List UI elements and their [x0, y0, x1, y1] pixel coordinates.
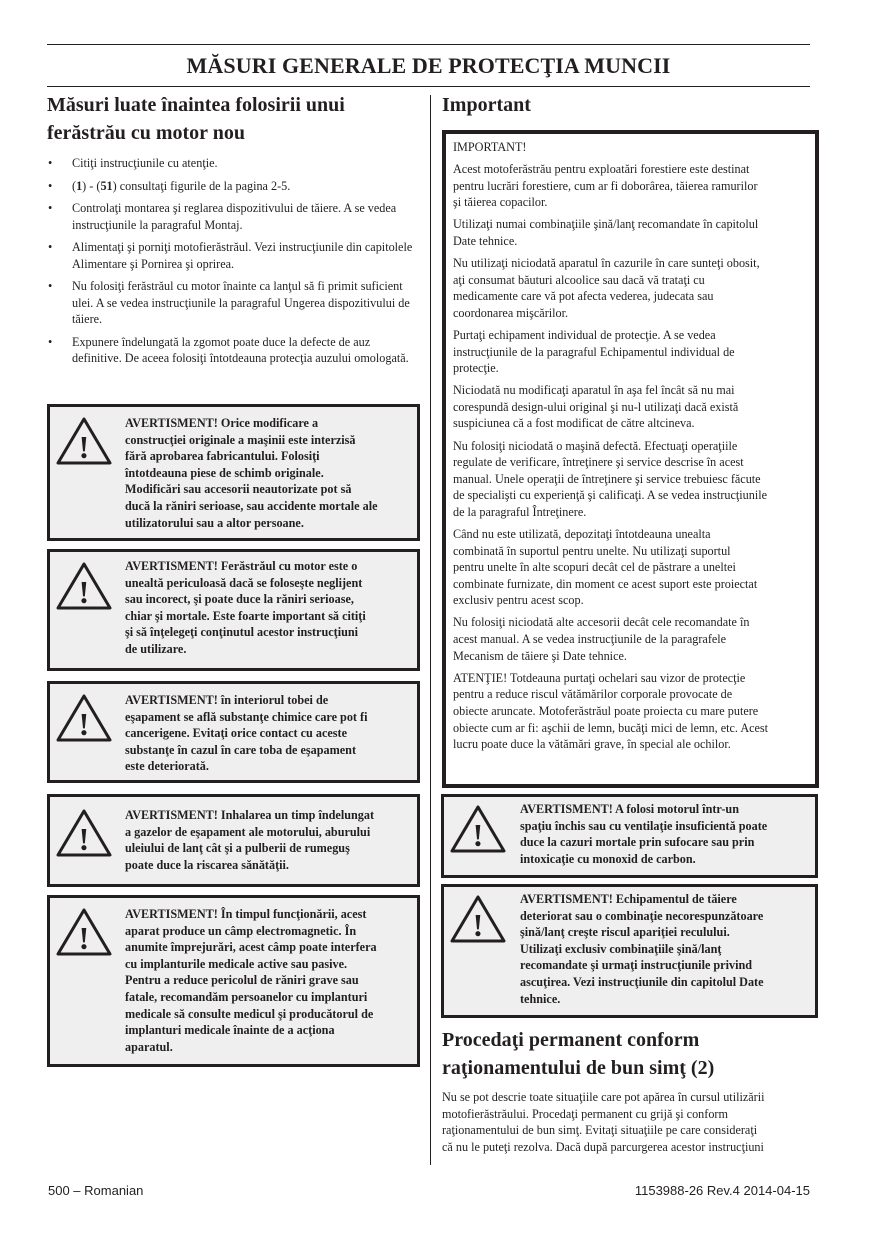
warning-triangle-icon — [54, 560, 114, 612]
warning-text: AVERTISMENT! Inhalarea un timp îndelungat a gazelor de eşapament ale motorului, aburului uleiului de lanţ cât şi a pulberii de rumeguş poate duce la riscarea sănătăţii. — [125, 808, 375, 872]
svg-text:!: ! — [78, 821, 90, 857]
notice-paragraph: Când nu este utilizată, depozitaţi întotdeauna unealta combinată în suportul pentru unelte. Nu utilizaţi suportul pentru unelte în alte scopuri decât cel de păstrare a uneltei combinate furnizate, din moment ce acest suport este proiectat exclusiv pentru acest scop. — [453, 526, 758, 608]
svg-text:!: ! — [472, 907, 484, 943]
warning-box-modification — [47, 404, 420, 541]
notice-paragraph: IMPORTANT! — [453, 140, 527, 154]
document-revision: 1153988-26 Rev.4 2014-04-15 — [634, 1183, 810, 1198]
page-title-bar — [47, 44, 810, 87]
list-item: • Expunere îndelungată la zgomot poate duce la defecte de auz definitive. De aceea folosiţi întotdeauna protecţia auzului omologată. — [48, 334, 409, 365]
notice-paragraph: Acest motoferăstrău pentru exploatări forestiere este destinat pentru lucrări forestiere, cum ar fi doborârea, tăierea ramurilor şi tăierea copacilor. — [453, 162, 758, 210]
notice-paragraph: Purtaţi echipament individual de protecţie. A se vedea instrucţiunile de la paragraful Echipamentul individual de protecţie. — [453, 327, 735, 376]
svg-text:!: ! — [78, 920, 90, 956]
warning-box-muffler — [47, 681, 420, 783]
section-heading-common-sense — [442, 1027, 819, 1081]
page-number: 500 – Romanian — [48, 1183, 144, 1198]
notice-paragraph: Nu utilizaţi niciodată aparatul în cazurile în care sunteţi obosit, aţi consumat băuturi alcoolice sau dacă vă trataţi cu medicamente care vă pot afecta vederea, judecata sau coordonarea mişcărilor. — [453, 256, 760, 320]
list-item: • Controlaţi montarea şi reglarea dispozitivului de tăiere. A se vedea instrucţiunile la paragraful Montaj. — [48, 201, 397, 232]
heading-line: ferăstrău cu motor nou — [47, 122, 245, 144]
warning-triangle-icon — [54, 807, 114, 859]
section-heading-before-use — [47, 92, 420, 146]
important-notice-text — [453, 139, 806, 758]
warning-triangle-icon — [54, 415, 114, 467]
warning-box-enclosed-space — [441, 794, 818, 878]
warning-triangle-icon — [448, 893, 508, 945]
warning-box-inhalation — [47, 794, 420, 887]
svg-text:!: ! — [472, 817, 484, 853]
list-item: • Alimentaţi şi porniţi motofierăstrăul. Vezi instrucţiunile din capitolele Alimentare şi Pornirea şi oprirea. — [48, 240, 413, 271]
notice-paragraph: Utilizaţi numai combinaţiile şină/lanţ recomandate în capitolul Date tehnice. — [453, 217, 759, 248]
common-sense-paragraph: Nu se pot descrie toate situaţiile care pot apărea în cursul utilizării motofierăstrăului. Procedaţi permanent cu grijă şi conform raţionamentului de bun simţ. Evitaţi situaţiile pe care consideraţi că nu le puteţi rezolva. Dacă după parcurgerea acestor instrucţiuni — [442, 1090, 765, 1154]
warning-box-electromagnetic — [47, 895, 420, 1067]
warning-text: AVERTISMENT! A folosi motorul într-un spaţiu închis sau cu ventilaţie insuficientă poate duce la cazuri mortale prin sufocare sau prin intoxicaţie cu monoxid de carbon. — [520, 802, 768, 866]
warning-triangle-icon — [448, 803, 508, 855]
warning-text: AVERTISMENT! Orice modificare a construcţiei originale a maşinii este interzisă fără aprobarea fabricantului. Folosiţi întotdeauna piese de schimb originale. Modificări sau accesorii neautorizate pot să ducă la răniri serioase, sau accidente mortale ale utilizatorului sau a altor persoane. — [125, 416, 378, 530]
section-heading-important: Important — [442, 94, 531, 116]
notice-paragraph: Nu folosiţi niciodată o maşină defectă. Efectuaţi operaţiile regulate de verificare, întreţinere şi service descrise în acest manual. Unele operaţii de întreţinere şi service trebuiesc făcute de specialişti cu experienţă şi calificaţi. A se vedea instrucţiunile de la paragraful Întreţinere. — [453, 438, 768, 519]
notice-paragraph: ATENŢIE! Totdeauna purtaţi ochelari sau vizor de protecţie pentru a reduce riscul vătămărilor corporale provocate de obiecte aruncate. Motoferăstrăul poate proiecta cu mare putere obiecte cum ar fi: aşchii de lemn, bucăţi mici de lemn, etc. Acest lucru poate duce la vătămări grave, în special ale ochilor. — [453, 670, 769, 752]
warning-box-dangerous-tool — [47, 549, 420, 671]
heading-line: Măsuri luate înaintea folosirii unui — [47, 94, 345, 116]
page-title: MĂSURI GENERALE DE PROTECŢIA MUNCII — [186, 53, 671, 78]
warning-text: AVERTISMENT! Ferăstrăul cu motor este o unealtă periculoasă dacă se foloseşte neglijent sau incorect, şi poate duce la răniri serioase, chiar şi mortale. Este foarte important să citiţi şi să înţelegeţi conţinutul acestor instrucţiuni de utilizare. — [125, 559, 366, 656]
list-item: • (1) - (51) consultaţi figurile de la pagina 2-5. — [48, 178, 291, 193]
notice-paragraph: Nu folosiţi niciodată alte accesorii decât cele recomandate în acest manual. A se vedea instrucţiunile de la paragrafele Mecanism de tăiere şi Date tehnice. — [453, 615, 750, 663]
warning-text: AVERTISMENT! Echipamentul de tăiere deteriorat sau o combinaţie necorespunzătoare şină/lanţ creşte riscul apariţiei reculului. Utilizaţi exclusiv combinaţiile şină/lanţ recomandate şi urmaţi instrucţiunile privind ascuţirea. Vezi instrucţiunile din capitolul Date tehnice. — [520, 892, 764, 1006]
svg-text:!: ! — [78, 574, 90, 610]
column-divider — [430, 95, 431, 1165]
warning-box-cutting-equipment — [441, 884, 818, 1018]
warning-triangle-icon — [54, 906, 114, 958]
svg-text:!: ! — [78, 706, 90, 742]
warning-text: AVERTISMENT! în interiorul tobei de eşapament se află substanţe chimice care pot fi cancerigene. Evitaţi orice contact cu aceste substanţe în cazul în care toba de eşapament este deteriorată. — [125, 693, 368, 774]
svg-text:!: ! — [78, 429, 90, 465]
instruction-list — [47, 155, 417, 373]
warning-text: AVERTISMENT! În timpul funcţionării, acest aparat produce un câmp electromagnetic. În anumite împrejurări, acest câmp poate interfera cu implanturile medicale active sau pasive. Pentru a reduce pericolul de răniri grave sau fatale, recomandăm persoanelor cu implanturi medicale să consulte medicul şi producătorul de implanturi medicale înainte de a acţiona aparatul. — [125, 907, 377, 1054]
heading-line: raţionamentului de bun simţ (2) — [442, 1057, 715, 1079]
important-notice-box — [442, 130, 819, 788]
warning-triangle-icon — [54, 692, 114, 744]
heading-line: Procedaţi permanent conform — [442, 1029, 700, 1051]
list-item: • Nu folosiţi ferăstrăul cu motor înainte ca lanţul să fi primit suficient ulei. A se vedea instrucţiunile la paragraful Ungerea dispozitivului de tăiere. — [48, 279, 410, 326]
notice-paragraph: Niciodată nu modificaţi aparatul în aşa fel încât să nu mai corespundă design-ului original şi nu-l utilizaţi dacă există suspiciunea că a fost modificat de către altcineva. — [453, 383, 739, 431]
list-item: • Citiţi instrucţiunile cu atenţie. — [48, 156, 218, 170]
